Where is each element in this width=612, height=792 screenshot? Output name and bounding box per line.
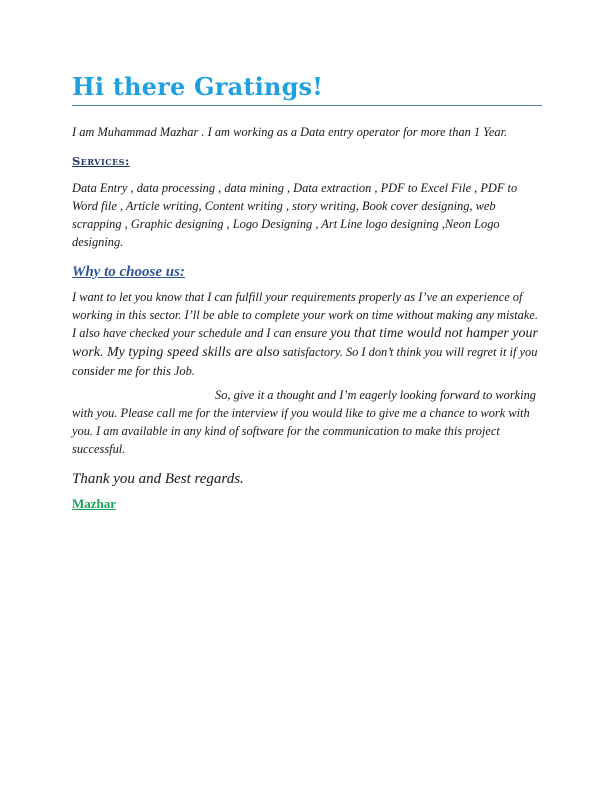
document-page — [72, 70, 542, 513]
services-heading: Services: — [72, 154, 130, 168]
signature: Mazhar — [72, 496, 117, 511]
why-choose-us-heading: Why to choose us: — [72, 264, 185, 280]
closing-paragraph — [72, 386, 542, 458]
title-divider — [72, 105, 542, 106]
why-text-part-1: I want to let you know that I can fulfill your requirements properly as I’ve an experience of working in this sector. I’ll be able to complete your work on time without making any mistake. I also have checked your schedule and I can ensure — [72, 290, 538, 340]
why-choose-us-paragraph — [72, 288, 542, 380]
services-paragraph: Data Entry , data processing , data mining , Data extraction , PDF to Excel File , PDF to Word file , Article writing, Content writing , story writing, Book cover designing, web scrapping , Graphic designing , Logo Designing , Art Line logo designing ,Neon Logo designing. — [72, 181, 518, 249]
page-title: Hi there Gratings! — [72, 72, 323, 101]
why-text-part-2: you that time would not hamper your work. My typing speed skills are also — [72, 326, 538, 360]
intro-paragraph: I am Muhammad Mazhar . I am working as a Data entry operator for more than 1 Year. — [72, 125, 508, 139]
closing-text: So, give it a thought and I’m eagerly looking forward to working with you. Please call me for the interview if you would like to give me a chance to work with you. I am available in any kind of software for the communication to make this project successful. — [72, 388, 536, 456]
thanks-line: Thank you and Best regards. — [72, 471, 244, 487]
why-text-part-3: satisfactory. So I don’t think you will regret it if you consider me for this Job. — [72, 345, 538, 378]
